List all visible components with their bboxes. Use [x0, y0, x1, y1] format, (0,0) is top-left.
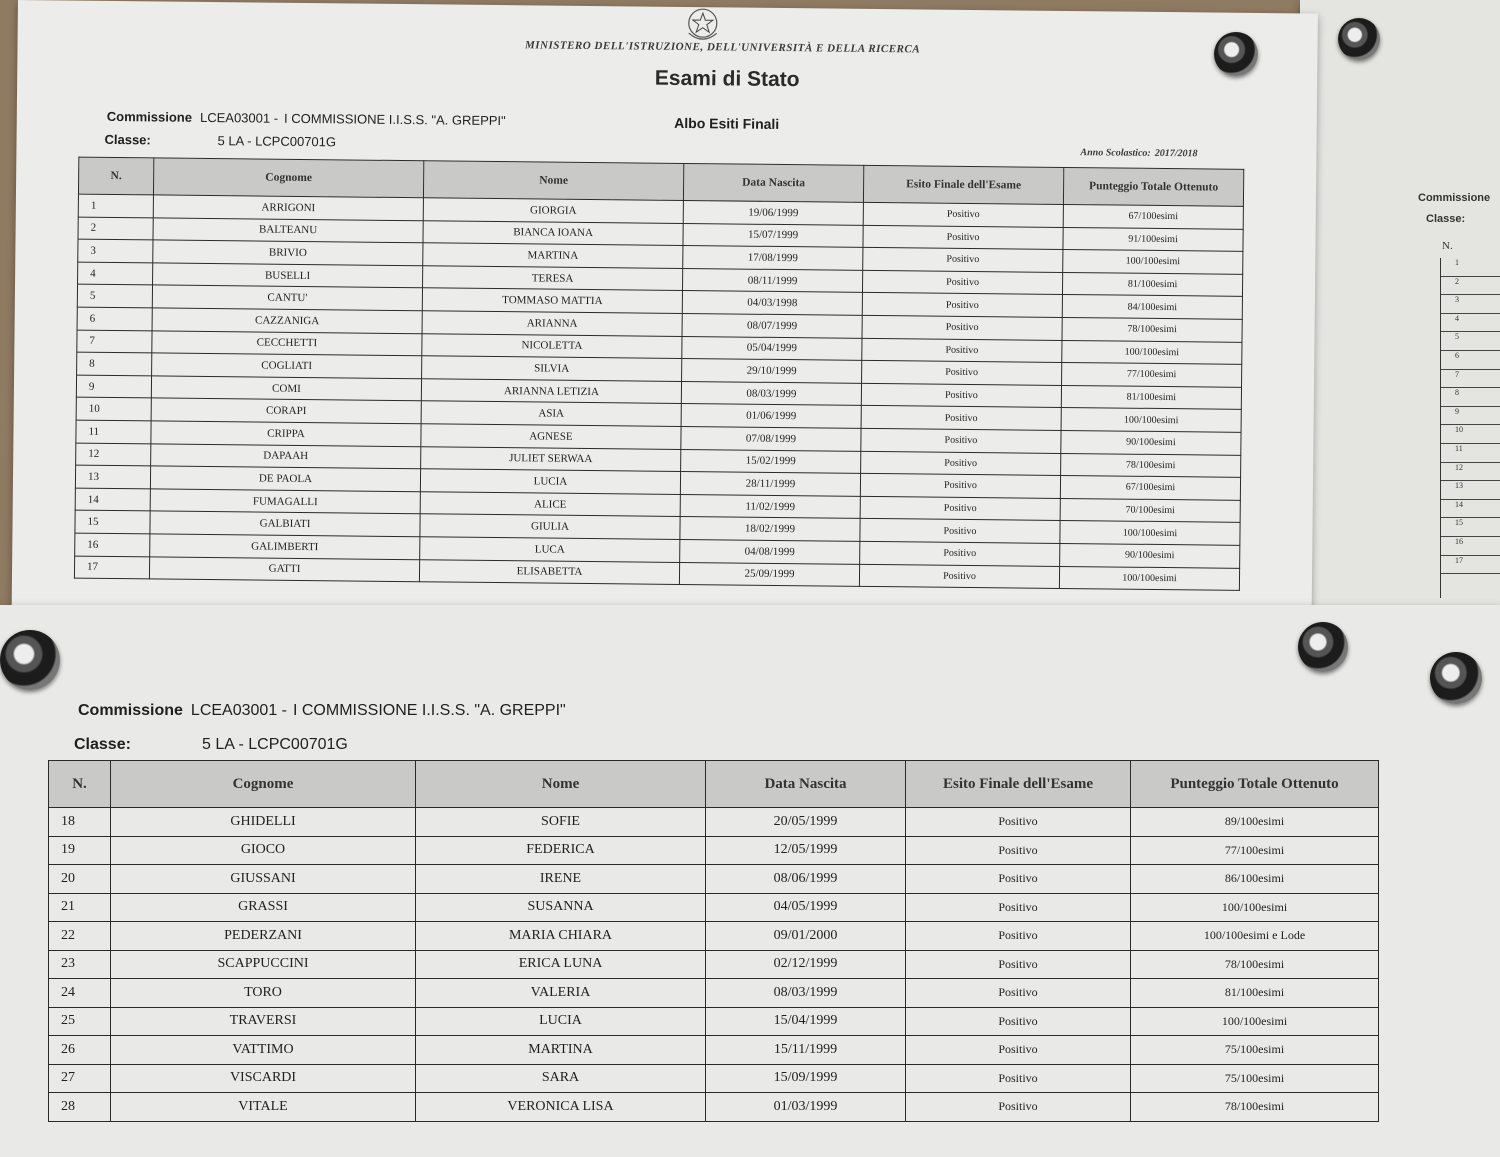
cell-nome: ARIANNA LETIZIA [421, 378, 681, 403]
table-row [49, 950, 1379, 979]
side-row-number: 11 [1441, 444, 1500, 463]
cell-punteggio: 67/100esimi [1060, 476, 1240, 500]
commission-line-bottom [78, 702, 572, 720]
cell-n: 6 [77, 307, 152, 330]
cell-n: 18 [49, 808, 111, 837]
cell-n: 17 [74, 556, 149, 579]
cell-nome: AGNESE [421, 424, 681, 449]
cell-cognome: CECCHETTI [152, 330, 422, 355]
cell-esito: Positivo [906, 1064, 1131, 1093]
cell-esito: Positivo [906, 836, 1131, 865]
cell-cognome: GIOCO [111, 836, 416, 865]
header-col-cognome: Cognome [153, 158, 423, 198]
header-col-esito: Esito Finale dell'Esame [863, 165, 1063, 204]
cell-punteggio: 75/100esimi [1131, 1036, 1379, 1065]
cell-esito: Positivo [906, 893, 1131, 922]
cell-esito: Positivo [906, 1007, 1131, 1036]
side-row-number: 13 [1441, 481, 1500, 500]
side-row-number: 6 [1441, 351, 1500, 370]
class-value: 5 LA - LCPC00701G [202, 736, 348, 753]
results-table-page-2 [48, 760, 1379, 1122]
cell-punteggio: 78/100esimi [1062, 317, 1242, 341]
cell-esito: Positivo [863, 248, 1063, 273]
cell-cognome: CORAPI [151, 398, 421, 423]
cell-nome: MARTINA [416, 1036, 706, 1065]
cell-cognome: GRASSI [111, 893, 416, 922]
commission-name: I COMMISSIONE I.I.S.S. "A. GREPPI" [284, 110, 506, 129]
cell-punteggio: 100/100esimi [1062, 340, 1242, 364]
cell-data-nascita: 15/07/1999 [683, 223, 863, 247]
cell-n: 20 [49, 865, 111, 894]
class-label: Classe: [104, 131, 151, 148]
cell-data-nascita: 08/11/1999 [682, 268, 862, 292]
cell-nome: NICOLETTA [422, 333, 682, 358]
cell-esito: Positivo [861, 451, 1061, 476]
header-col-cognome: Cognome [111, 761, 416, 808]
cell-data-nascita: 08/06/1999 [706, 865, 906, 894]
cell-data-nascita: 08/03/1999 [706, 979, 906, 1008]
cell-nome: ERICA LUNA [416, 950, 706, 979]
cell-punteggio: 81/100esimi [1061, 385, 1241, 409]
cell-punteggio: 89/100esimi [1131, 808, 1379, 837]
cell-punteggio: 78/100esimi [1061, 453, 1241, 477]
cell-data-nascita: 08/07/1999 [682, 313, 862, 337]
header-col-nome: Nome [423, 161, 683, 201]
cell-nome: ARIANNA [422, 311, 682, 336]
cell-data-nascita: 07/08/1999 [681, 426, 861, 450]
cell-punteggio: 100/100esimi [1131, 1007, 1379, 1036]
fastener-icon [1298, 622, 1348, 672]
cell-n: 22 [49, 922, 111, 951]
header-col-nome: Nome [416, 761, 706, 808]
side-row-number: 3 [1441, 295, 1500, 314]
cell-nome: SILVIA [422, 356, 682, 381]
cell-nome: BIANCA IOANA [423, 220, 683, 245]
cell-n: 7 [77, 330, 152, 353]
cell-nome: MARTINA [423, 243, 683, 268]
cell-cognome: TRAVERSI [111, 1007, 416, 1036]
header-col-n: N. [49, 761, 111, 808]
cell-data-nascita: 25/09/1999 [679, 562, 859, 586]
cell-esito: Positivo [906, 979, 1131, 1008]
cell-punteggio: 84/100esimi [1062, 295, 1242, 319]
cell-esito: Positivo [862, 338, 1062, 363]
cell-n: 1 [78, 194, 153, 217]
cell-punteggio: 90/100esimi [1061, 430, 1241, 454]
cell-data-nascita: 28/11/1999 [680, 472, 860, 496]
table-row [49, 893, 1379, 922]
cell-data-nascita: 12/05/1999 [706, 836, 906, 865]
cell-cognome: FUMAGALLI [150, 489, 420, 514]
school-year [1076, 147, 1197, 159]
cell-punteggio: 91/100esimi [1063, 227, 1243, 251]
cell-nome: SUSANNA [416, 893, 706, 922]
side-row-number: 10 [1441, 425, 1500, 444]
side-row-number: 1 [1441, 258, 1500, 277]
cell-data-nascita: 04/08/1999 [680, 539, 860, 563]
header-col-punteggio: Punteggio Totale Ottenuto [1131, 761, 1379, 808]
table-row [49, 808, 1379, 837]
side-row-number: 8 [1441, 388, 1500, 407]
cell-n: 8 [77, 352, 152, 375]
cell-punteggio: 77/100esimi [1062, 363, 1242, 387]
side-class-label: Classe: [1426, 213, 1466, 225]
cell-nome: VALERIA [416, 979, 706, 1008]
cell-n: 5 [77, 285, 152, 308]
cell-data-nascita: 15/11/1999 [706, 1036, 906, 1065]
cell-n: 19 [49, 836, 111, 865]
cell-n: 14 [75, 488, 150, 511]
cell-cognome: GIUSSANI [111, 865, 416, 894]
cell-cognome: VISCARDI [111, 1064, 416, 1093]
cell-nome: ASIA [421, 401, 681, 426]
cell-cognome: BRIVIO [153, 240, 423, 265]
cell-n: 28 [49, 1093, 111, 1122]
fastener-icon [0, 630, 60, 690]
cell-data-nascita: 17/08/1999 [683, 246, 863, 270]
cell-nome: LUCIA [420, 469, 680, 494]
cell-cognome: GATTI [149, 556, 419, 581]
class-label: Classe: [74, 736, 131, 753]
cell-punteggio: 75/100esimi [1131, 1064, 1379, 1093]
cell-cognome: ARRIGONI [153, 195, 423, 220]
cell-cognome: BALTEANU [153, 218, 423, 243]
cell-n: 23 [49, 950, 111, 979]
cell-n: 27 [49, 1064, 111, 1093]
cell-nome: FEDERICA [416, 836, 706, 865]
cell-n: 11 [76, 420, 151, 443]
cell-nome: IRENE [416, 865, 706, 894]
side-row-number: 5 [1441, 332, 1500, 351]
cell-esito: Positivo [862, 361, 1062, 386]
cell-esito: Positivo [862, 293, 1062, 318]
header-col-punteggio: Punteggio Totale Ottenuto [1063, 167, 1243, 206]
cell-data-nascita: 15/09/1999 [706, 1064, 906, 1093]
albo-subtitle: Albo Esiti Finali [674, 114, 780, 132]
cell-cognome: VATTIMO [111, 1036, 416, 1065]
results-sheet-page-1 [12, 0, 1318, 624]
side-row-number: 7 [1441, 370, 1500, 389]
cell-nome: ALICE [420, 491, 680, 516]
cell-esito: Positivo [906, 1093, 1131, 1122]
cell-esito: Positivo [860, 541, 1060, 566]
cell-cognome: CAZZANIGA [152, 308, 422, 333]
cell-cognome: GALIMBERTI [150, 534, 420, 559]
side-n-label: N. [1442, 240, 1453, 252]
cell-punteggio: 86/100esimi [1131, 865, 1379, 894]
header-col-esito: Esito Finale dell'Esame [906, 761, 1131, 808]
side-row-number: 9 [1441, 407, 1500, 426]
cell-n: 3 [78, 239, 153, 262]
cell-punteggio: 77/100esimi [1131, 836, 1379, 865]
table-header-row [49, 761, 1379, 808]
side-row-number: 12 [1441, 463, 1500, 482]
results-table-page-1 [74, 157, 1244, 591]
cell-data-nascita: 01/06/1999 [681, 404, 861, 428]
cell-esito: Positivo [861, 383, 1061, 408]
italian-emblem-icon [678, 7, 728, 44]
commission-code: LCEA03001 - [190, 702, 287, 719]
side-row-number: 16 [1441, 537, 1500, 556]
side-commission-label: Commissione [1418, 192, 1491, 204]
commission-code: LCEA03001 - [199, 109, 279, 126]
cell-n: 10 [76, 397, 151, 420]
cell-cognome: CANTU' [152, 285, 422, 310]
cell-nome: JULIET SERWAA [421, 446, 681, 471]
fastener-icon [1214, 32, 1258, 76]
cell-data-nascita: 29/10/1999 [682, 359, 862, 383]
cell-nome: ELISABETTA [419, 559, 679, 584]
cell-nome: TOMMASO MATTIA [422, 288, 682, 313]
cell-nome: LUCA [420, 537, 680, 562]
cell-n: 4 [78, 262, 153, 285]
commission-line-top [107, 109, 512, 128]
cell-n: 12 [76, 443, 151, 466]
exam-title: Esami di Stato [654, 66, 800, 92]
table-row [49, 979, 1379, 1008]
cell-nome: GIORGIA [423, 198, 683, 223]
cell-nome: TERESA [423, 266, 683, 291]
commission-label: Commissione [78, 702, 183, 719]
cell-punteggio: 81/100esimi [1062, 272, 1242, 296]
cell-cognome: BUSELLI [153, 263, 423, 288]
cell-punteggio: 78/100esimi [1131, 1093, 1379, 1122]
cell-data-nascita: 18/02/1999 [680, 517, 860, 541]
cell-esito: Positivo [906, 808, 1131, 837]
cell-data-nascita: 04/05/1999 [706, 893, 906, 922]
cell-esito: Positivo [906, 1036, 1131, 1065]
cell-nome: SARA [416, 1064, 706, 1093]
table-row [49, 1093, 1379, 1122]
cell-data-nascita: 04/03/1998 [682, 291, 862, 315]
cell-esito: Positivo [860, 473, 1060, 498]
cell-punteggio: 100/100esimi [1060, 521, 1240, 545]
cell-n: 16 [75, 533, 150, 556]
cell-n: 21 [49, 893, 111, 922]
cell-cognome: DAPAAH [151, 443, 421, 468]
cell-nome: LUCIA [416, 1007, 706, 1036]
side-row-number: 2 [1441, 277, 1500, 296]
cell-data-nascita: 15/04/1999 [706, 1007, 906, 1036]
cell-esito: Positivo [861, 406, 1061, 431]
header-col-data-nascita: Data Nascita [683, 163, 863, 202]
header-col-n: N. [78, 157, 153, 195]
table-row [49, 922, 1379, 951]
table-row [49, 1064, 1379, 1093]
cell-esito: Positivo [906, 950, 1131, 979]
cell-n: 25 [49, 1007, 111, 1036]
cell-esito: Positivo [860, 519, 1060, 544]
cell-cognome: GALBIATI [150, 511, 420, 536]
side-row-number: 14 [1441, 500, 1500, 519]
school-year-value: 2017/2018 [1154, 147, 1198, 160]
fastener-icon [1430, 652, 1482, 704]
cell-nome: MARIA CHIARA [416, 922, 706, 951]
class-line-top [104, 132, 342, 149]
cell-cognome: CRIPPA [151, 421, 421, 446]
ministry-heading: MINISTERO DELL'ISTRUZIONE, DELL'UNIVERSITÀ E DELLA RICERCA [524, 39, 921, 56]
side-row-number: 15 [1441, 518, 1500, 537]
cell-esito: Positivo [860, 496, 1060, 521]
cell-data-nascita: 15/02/1999 [681, 449, 861, 473]
cell-esito: Positivo [862, 270, 1062, 295]
cell-n: 24 [49, 979, 111, 1008]
table-row [49, 1036, 1379, 1065]
class-line-bottom [74, 736, 354, 754]
cell-data-nascita: 02/12/1999 [706, 950, 906, 979]
cell-cognome: GHIDELLI [111, 808, 416, 837]
cell-data-nascita: 19/06/1999 [683, 200, 863, 224]
commission-label: Commissione [106, 108, 193, 125]
cell-data-nascita: 09/01/2000 [706, 922, 906, 951]
side-row-number: 17 [1441, 556, 1500, 575]
cell-esito: Positivo [906, 922, 1131, 951]
cell-punteggio: 100/100esimi [1063, 250, 1243, 274]
cell-n: 15 [75, 510, 150, 533]
cell-punteggio: 100/100esimi [1061, 408, 1241, 432]
cell-cognome: VITALE [111, 1093, 416, 1122]
table-row [49, 1007, 1379, 1036]
cell-cognome: SCAPPUCCINI [111, 950, 416, 979]
cell-nome: VERONICA LISA [416, 1093, 706, 1122]
cell-punteggio: 81/100esimi [1131, 979, 1379, 1008]
cell-punteggio: 100/100esimi [1059, 566, 1239, 590]
school-year-label: Anno Scolastico: [1080, 147, 1151, 159]
cell-cognome: COMI [151, 376, 421, 401]
cell-data-nascita: 20/05/1999 [706, 808, 906, 837]
cell-esito: Positivo [861, 428, 1061, 453]
cell-cognome: DE PAOLA [150, 466, 420, 491]
cell-punteggio: 100/100esimi [1131, 893, 1379, 922]
cell-esito: Positivo [863, 225, 1063, 250]
cell-n: 26 [49, 1036, 111, 1065]
cell-esito: Positivo [906, 865, 1131, 894]
cell-data-nascita: 05/04/1999 [682, 336, 862, 360]
table-row [49, 865, 1379, 894]
cell-nome: GIULIA [420, 514, 680, 539]
cell-esito: Positivo [859, 564, 1059, 589]
header-col-data-nascita: Data Nascita [706, 761, 906, 808]
cell-punteggio: 90/100esimi [1060, 543, 1240, 567]
cell-esito: Positivo [862, 315, 1062, 340]
cell-punteggio: 100/100esimi e Lode [1131, 922, 1379, 951]
cell-punteggio: 70/100esimi [1060, 498, 1240, 522]
cell-punteggio: 78/100esimi [1131, 950, 1379, 979]
table-row [49, 836, 1379, 865]
cell-n: 9 [76, 375, 151, 398]
cell-cognome: TORO [111, 979, 416, 1008]
cell-esito: Positivo [863, 202, 1063, 227]
cell-nome: SOFIE [416, 808, 706, 837]
side-row-number: 4 [1441, 314, 1500, 333]
cell-punteggio: 67/100esimi [1063, 204, 1243, 228]
cell-data-nascita: 01/03/1999 [706, 1093, 906, 1122]
cell-cognome: PEDERZANI [111, 922, 416, 951]
cell-data-nascita: 11/02/1999 [680, 494, 860, 518]
cell-n: 2 [78, 217, 153, 240]
class-value: 5 LA - LCPC00701G [217, 133, 337, 150]
fastener-icon [1338, 18, 1380, 60]
cell-cognome: COGLIATI [152, 353, 422, 378]
cell-data-nascita: 08/03/1999 [681, 381, 861, 405]
cell-n: 13 [75, 465, 150, 488]
side-table [1440, 258, 1500, 598]
commission-name: I COMMISSIONE I.I.S.S. "A. GREPPI" [292, 702, 566, 719]
